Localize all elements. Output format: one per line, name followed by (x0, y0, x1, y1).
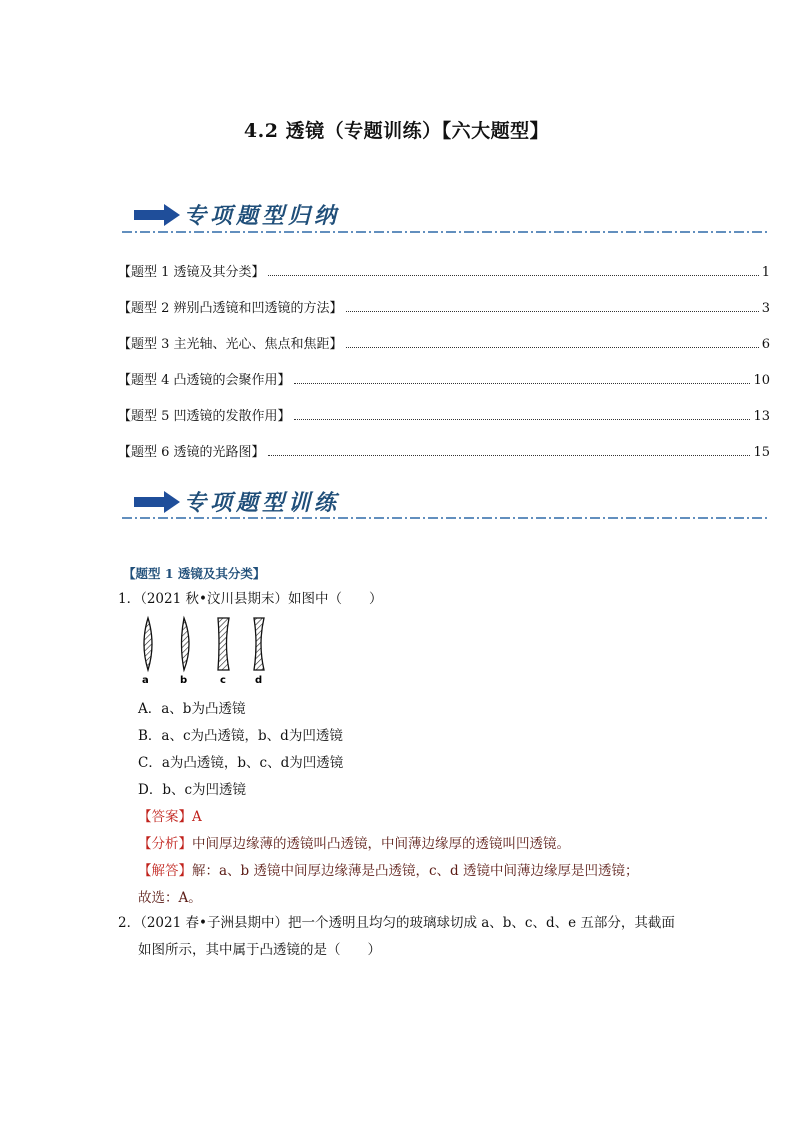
toc-leader (268, 274, 759, 276)
banner-rule (122, 230, 770, 234)
answer-tag: 【答案】 (138, 809, 192, 825)
toc-leader (268, 454, 751, 456)
question-1-stem: 1．（2021 秋•汶川县期末）如图中（ ） (118, 591, 383, 607)
toc-row[interactable] (118, 368, 770, 388)
toc-leader (294, 382, 751, 384)
lens-figure (136, 614, 276, 686)
banner-title: 专项题型归纳 (184, 204, 341, 229)
lens-a (144, 618, 152, 670)
toc-page: 1 (761, 265, 770, 280)
lens-label: d (255, 675, 263, 686)
toc-page: 3 (761, 301, 770, 316)
banner-rule (122, 516, 770, 520)
toc-label: 【题型 1 透镜及其分类】 (118, 265, 265, 280)
option-b[interactable]: B．a、c为凸透镜，b、d为凹透镜 (138, 728, 343, 744)
toc-page: 6 (761, 337, 770, 352)
page-title: 4.2 透镜（专题训练）【六大题型】 (243, 120, 550, 142)
toc-leader (346, 310, 759, 312)
choice-line: 故选：A。 (138, 890, 202, 906)
option-d[interactable]: D．b、c为凹透镜 (138, 782, 247, 798)
lens-label: b (180, 675, 188, 686)
toc-label: 【题型 4 凸透镜的会聚作用】 (118, 373, 291, 388)
section-heading: 【题型 1 透镜及其分类】 (123, 566, 266, 581)
toc-row[interactable] (118, 260, 770, 280)
arrow-right-icon (134, 204, 180, 226)
answer-value: A (192, 809, 202, 825)
toc-row[interactable] (118, 332, 770, 352)
toc-leader (346, 346, 759, 348)
lens-b (182, 618, 190, 670)
solution-text: 解：a、b 透镜中间厚边缘薄是凸透镜，c、d 透镜中间薄边缘厚是凹透镜； (192, 863, 639, 879)
section-banner-training (130, 485, 770, 523)
toc-page: 13 (753, 409, 770, 424)
section-banner-summary (130, 198, 770, 236)
solution-tag: 【解答】 (138, 863, 192, 879)
toc-row[interactable] (118, 440, 770, 460)
toc-row[interactable] (118, 404, 770, 424)
toc-label: 【题型 3 主光轴、光心、焦点和焦距】 (118, 337, 343, 352)
lens-c (218, 618, 229, 670)
toc-label: 【题型 2 辨别凸透镜和凹透镜的方法】 (118, 301, 343, 316)
toc-label: 【题型 5 凹透镜的发散作用】 (118, 409, 291, 424)
option-c[interactable]: C．a为凸透镜，b、c、d为凹透镜 (138, 755, 344, 771)
answer-line (138, 805, 202, 825)
option-a[interactable]: A．a、b为凸透镜 (138, 701, 246, 717)
lens-d (254, 618, 264, 670)
analysis-line (138, 832, 570, 852)
arrow-right-icon (134, 491, 180, 513)
question-2-stem-line2: 如图所示，其中属于凸透镜的是（ ） (138, 942, 381, 958)
analysis-text: 中间厚边缘薄的透镜叫凸透镜，中间薄边缘厚的透镜叫凹透镜。 (192, 836, 570, 852)
toc-page: 15 (753, 445, 770, 460)
solution-line (138, 859, 638, 879)
toc-page: 10 (753, 373, 770, 388)
lens-label: c (220, 675, 226, 686)
question-2-stem-line1: 2．（2021 春•子洲县期中）把一个透明且均匀的玻璃球切成 a、b、c、d、e 五部分，其截面 (118, 915, 675, 931)
toc-leader (294, 418, 751, 420)
lens-label: a (142, 675, 149, 686)
toc-label: 【题型 6 透镜的光路图】 (118, 445, 265, 460)
banner-title: 专项题型训练 (184, 491, 341, 516)
toc-row[interactable] (118, 296, 770, 316)
analysis-tag: 【分析】 (138, 836, 192, 852)
